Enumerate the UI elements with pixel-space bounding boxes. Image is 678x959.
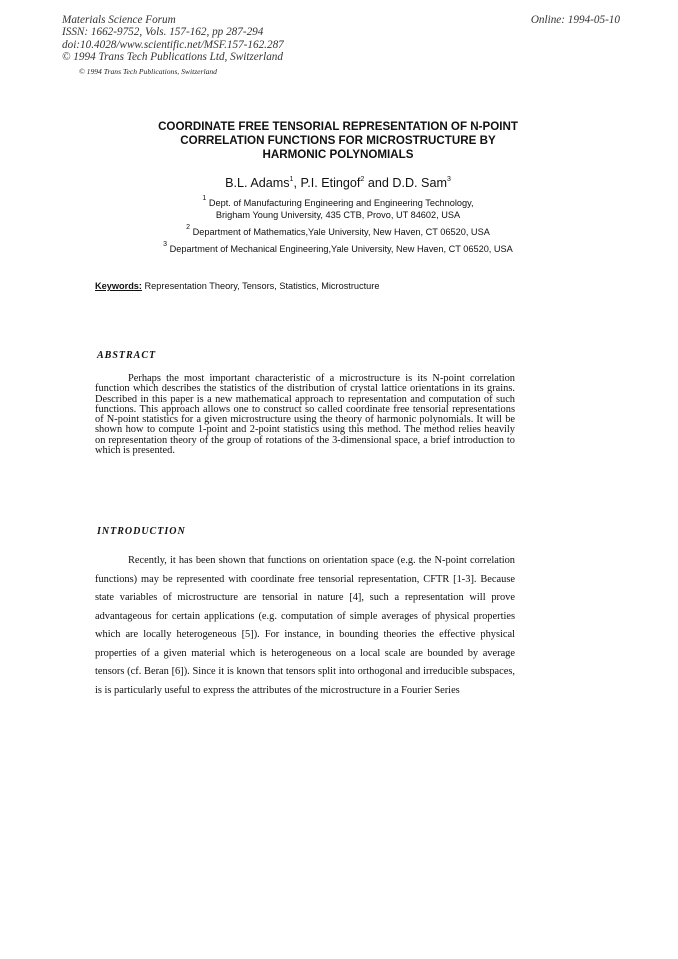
introduction-text: Recently, it has been shown that functions on orientation space (e.g. the N-point correlation functions) may be represented with coordinate free tensorial representation, CFTR [1-3]. Because state variables of microstructure are tensorial in nature [4], such a representation will prove advantageous for certain applications (e.g. computation of simple averages of physical properties which are locally heterogeneous [5]). For instance, in bounding theories the effective physical properties of a given material which is heterogeneous on a local scale are bounded by average tensors (cf. Beran [6]). Since it is known that tensors split into orthogonal and irreducible subspaces, is is particularly useful to express the attributes of the microstructure in a Fourier Series bbox=[95, 555, 515, 696]
author-name: B.L. Adams bbox=[225, 176, 290, 190]
affiliation-text: Department of Mathematics,Yale University, New Haven, CT 06520, USA bbox=[192, 227, 490, 237]
abstract-heading: ABSTRACT bbox=[97, 350, 157, 361]
affiliation-1 bbox=[80, 195, 596, 221]
keywords bbox=[95, 281, 379, 291]
author-superscript: 1 bbox=[289, 176, 294, 183]
title-line-2: CORRELATION FUNCTIONS FOR MICROSTRUCTURE BY bbox=[180, 134, 496, 148]
author-separator: and bbox=[364, 176, 393, 190]
title-line-3: HARMONIC POLYNOMIALS bbox=[262, 148, 414, 162]
journal-header bbox=[62, 14, 284, 64]
keywords-text: Representation Theory, Tensors, Statistics, Microstructure bbox=[144, 281, 380, 291]
introduction-heading: INTRODUCTION bbox=[97, 526, 186, 537]
title-line-1: COORDINATE FREE TENSORIAL REPRESENTATION OF N-POINT bbox=[158, 120, 518, 133]
author-list bbox=[80, 176, 596, 190]
keywords-label: Keywords: bbox=[95, 281, 142, 291]
author-separator: , bbox=[293, 176, 301, 190]
affiliation-3 bbox=[80, 241, 596, 256]
paper-title bbox=[80, 120, 596, 163]
affiliation-number: 2 bbox=[186, 224, 191, 231]
affiliation-2 bbox=[80, 224, 596, 239]
author-name: P.I. Etingof bbox=[300, 176, 361, 190]
introduction-body bbox=[95, 552, 515, 700]
abstract-text: Perhaps the most important characteristic of a microstructure is its N-point correlation function which describes the statistics of the distribution of crystal lattice orientations in its grains. Described in this paper is a new mathematical approach to representation and computation of such functions. This approach allows one to construct so called coordinate free tensorial representations of N-point statistics for a given microstructure using the theory of harmonic polynomials. It will be shown how to compute 1-point and 2-point statistics using this method. The method relies heavily on representation theory of the group of rotations of the 3-dimensional space, a brief introduction to which is presented. bbox=[95, 373, 515, 457]
online-date: Online: 1994-05-10 bbox=[530, 14, 620, 26]
affiliation-text: Brigham Young University, 435 CTB, Provo, UT 84602, USA bbox=[215, 209, 461, 220]
affiliation-number: 3 bbox=[163, 241, 168, 248]
abstract-body bbox=[95, 374, 515, 456]
affiliation-text: Department of Mechanical Engineering,Yale University, New Haven, CT 06520, USA bbox=[169, 244, 513, 254]
copyright-line: © 1994 Trans Tech Publications Ltd, Switzerland bbox=[62, 51, 283, 64]
author-superscript: 2 bbox=[360, 176, 365, 183]
doi-line[interactable]: doi:10.4028/www.scientific.net/MSF.157-162.287 bbox=[62, 38, 284, 51]
journal-name: Materials Science Forum bbox=[62, 14, 176, 26]
publisher-line: © 1994 Trans Tech Publications, Switzerland bbox=[79, 67, 217, 76]
author-superscript: 3 bbox=[446, 176, 451, 183]
issn-line: ISSN: 1662-9752, Vols. 157-162, pp 287-294 bbox=[62, 26, 264, 39]
affiliation-text: Dept. of Manufacturing Engineering and Engineering Technology, bbox=[208, 198, 474, 208]
author-name: D.D. Sam bbox=[392, 176, 447, 190]
affiliation-number: 1 bbox=[202, 195, 207, 202]
